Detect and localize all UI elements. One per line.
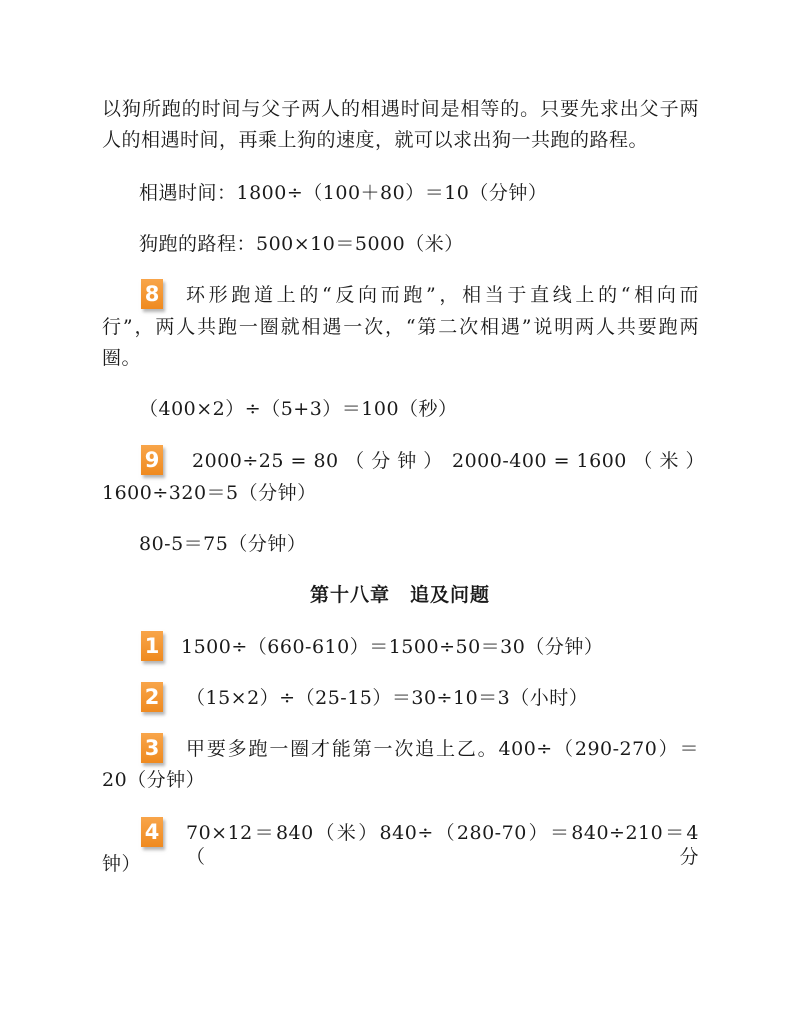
question-8-formula: （400×2）÷（5+3）＝100（秒）	[139, 398, 458, 420]
question-9-line-2: 1600÷320＝5（分钟）	[102, 482, 317, 504]
chapter-question-1-formula: 1500÷（660-610）＝1500÷50＝30（分钟）	[181, 636, 604, 658]
chapter-question-1-badge: 1	[141, 631, 163, 661]
chapter-question-2-formula: （15×2）÷（25-15）＝30÷10＝3（小时）	[186, 687, 589, 709]
intro-line-2: 人的相遇时间，再乘上狗的速度，就可以求出狗一共跑的路程。	[102, 129, 649, 151]
chapter-title: 第十八章 追及问题	[309, 584, 490, 606]
chapter-question-3-line-1: 甲要多跑一圈才能第一次追上乙。400÷（290-270）＝	[186, 738, 699, 760]
question-8-badge: 8	[141, 279, 163, 309]
intro-line-1: 以狗所跑的时间与父子两人的相遇时间是相等的。只要先求出父子两	[102, 98, 699, 120]
chapter-question-3-line-2: 20（分钟）	[102, 769, 206, 791]
question-9-line-3: 80-5＝75（分钟）	[139, 533, 307, 555]
chapter-question-4-badge: 4	[141, 817, 163, 847]
chapter-question-4-line-1: 70×12＝840（米）840÷（280-70）＝840÷210＝4（分	[186, 822, 699, 868]
chapter-question-2-badge: 2	[141, 682, 163, 712]
chapter-question-3-badge: 3	[141, 733, 163, 763]
question-8-line-3: 圈。	[102, 347, 142, 369]
meet-time-formula: 相遇时间：1800÷（100＋80）＝10（分钟）	[139, 182, 548, 204]
question-9-formula-a: 2000÷25 = 80 （ 分 钟 ）	[192, 450, 443, 472]
question-9-formula-b: 2000-400 = 1600 （ 米 ）	[452, 450, 706, 472]
dog-distance-formula: 狗跑的路程：500×10＝5000（米）	[139, 233, 464, 255]
question-9-badge: 9	[141, 445, 163, 475]
question-8-line-2: 行”，两人共跑一圈就相遇一次，“第二次相遇”说明两人共要跑两	[102, 316, 699, 338]
question-8-line-1: 环形跑道上的“反向而跑”，相当于直线上的“相向而	[186, 284, 699, 306]
chapter-question-4-line-2: 钟）	[102, 853, 142, 875]
